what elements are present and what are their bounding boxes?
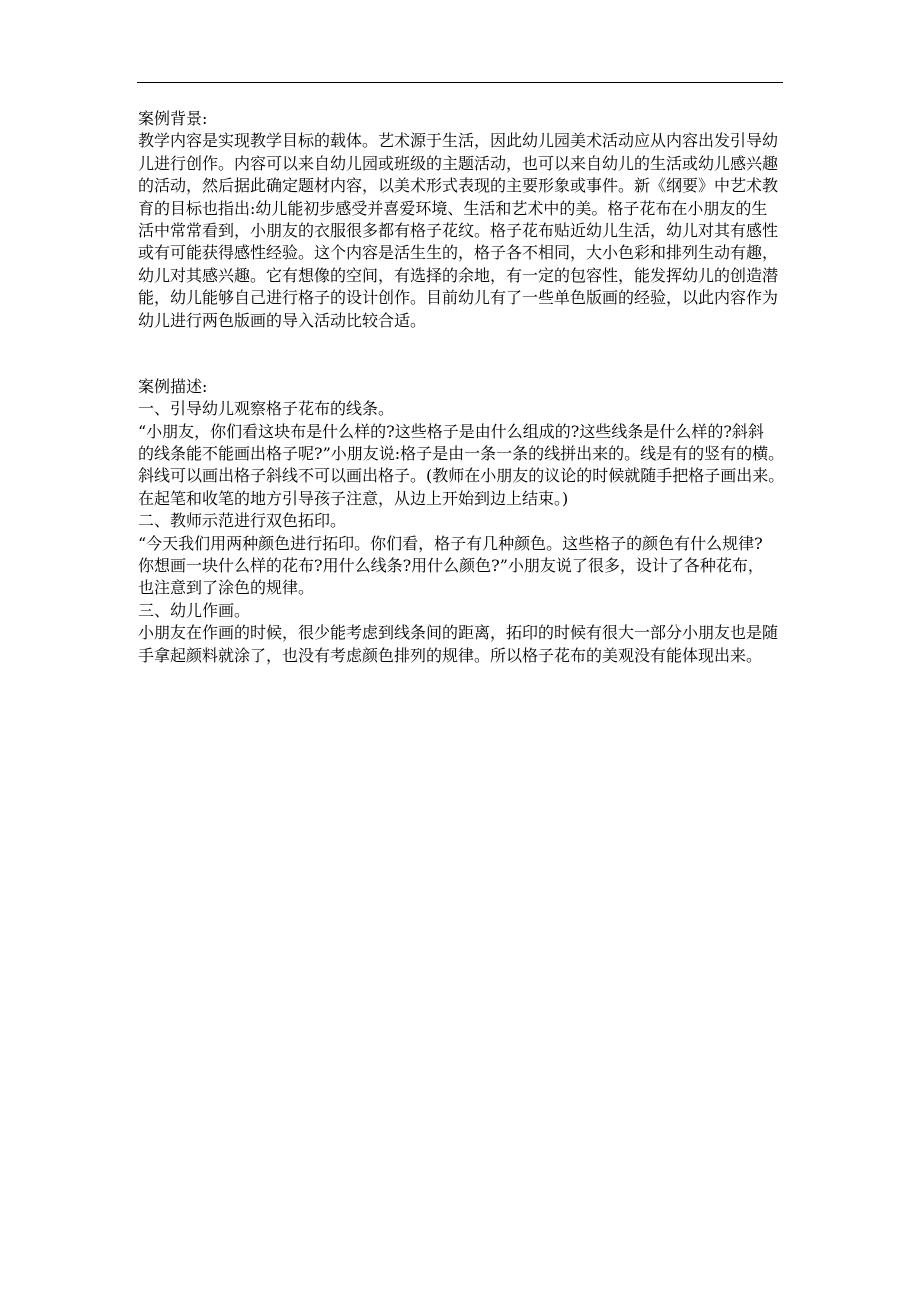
- background-paragraph-line: 能，幼儿能够自己进行格子的设计创作。目前幼儿有了一些单色版画的经验，以此内容作为: [138, 288, 779, 308]
- description-paragraph-line: “今天我们用两种颜色进行拓印。你们看，格子有几种颜色。这些格子的颜色有什么规律?: [138, 533, 763, 553]
- description-paragraph-line: 小朋友在作画的时候，很少能考虑到线条间的距离，拓印的时候有很大一部分小朋友也是随: [138, 623, 779, 643]
- background-paragraph-line: 育的目标也指出:幼儿能初步感受并喜爱环境、生活和艺术中的美。格子花布在小朋友的生: [138, 198, 768, 218]
- description-paragraph-line: 斜线可以画出格子斜线不可以画出格子。(教师在小朋友的议论的时候就随手把格子画出来。: [138, 466, 785, 486]
- description-paragraph-line: 手拿起颜料就涂了，也没有考虑颜色排列的规律。所以格子花布的美观没有能体现出来。: [138, 645, 763, 665]
- header-rule: [137, 82, 783, 83]
- background-section: [138, 108, 788, 332]
- background-paragraph-line: 幼儿进行两色版画的导入活动比较合适。: [138, 310, 427, 330]
- description-step-heading: 二、教师示范进行双色拓印。: [138, 511, 347, 531]
- background-paragraph-line: 幼儿对其感兴趣。它有想像的空间，有选择的余地，有一定的包容性，能发挥幼儿的创造潜: [138, 265, 779, 285]
- description-paragraph-line: 你想画一块什么样的花布?用什么线条?用什么颜色?”小朋友说了很多，设计了各种花布，: [138, 556, 764, 576]
- description-paragraph-line: 的线条能不能画出格子呢?”小朋友说:格子是由一条一条的线拼出来的。线是有的竖有的横。: [138, 444, 785, 464]
- background-paragraph-line: 的活动，然后据此确定题材内容，以美术形式表现的主要形象或事件。新《纲要》中艺术教: [138, 176, 779, 196]
- description-step-heading: 三、幼儿作画。: [138, 600, 251, 620]
- background-paragraph-line: 教学内容是实现教学目标的载体。艺术源于生活，因此幼儿园美术活动应从内容出发引导幼: [138, 131, 779, 151]
- description-paragraph-line: “小朋友，你们看这块布是什么样的?这些格子是由什么组成的?这些线条是什么样的?斜斜: [138, 421, 764, 441]
- description-heading: 案例描述:: [138, 376, 208, 396]
- description-paragraph-line: 也注意到了涂色的规律。: [138, 578, 315, 598]
- background-heading: 案例背景:: [138, 109, 208, 128]
- description-step-heading: 一、引导幼儿观察格子花布的线条。: [138, 399, 395, 419]
- document-body: [138, 108, 788, 667]
- background-paragraph-line: 或有可能获得感性经验。这个内容是活生生的，格子各不相同，大小色彩和排列生动有趣，: [138, 243, 779, 263]
- description-paragraph-line: 在起笔和收笔的地方引导孩子注意，从边上开始到边上结束。): [138, 488, 569, 508]
- description-section: [138, 376, 788, 667]
- background-paragraph-line: 儿进行创作。内容可以来自幼儿园或班级的主题活动，也可以来自幼儿的生活或幼儿感兴趣: [138, 153, 779, 173]
- section-spacer: [138, 332, 788, 376]
- background-paragraph-line: 活中常常看到，小朋友的衣服很多都有格子花纹。格子花布贴近幼儿生活，幼儿对其有感性: [138, 220, 779, 240]
